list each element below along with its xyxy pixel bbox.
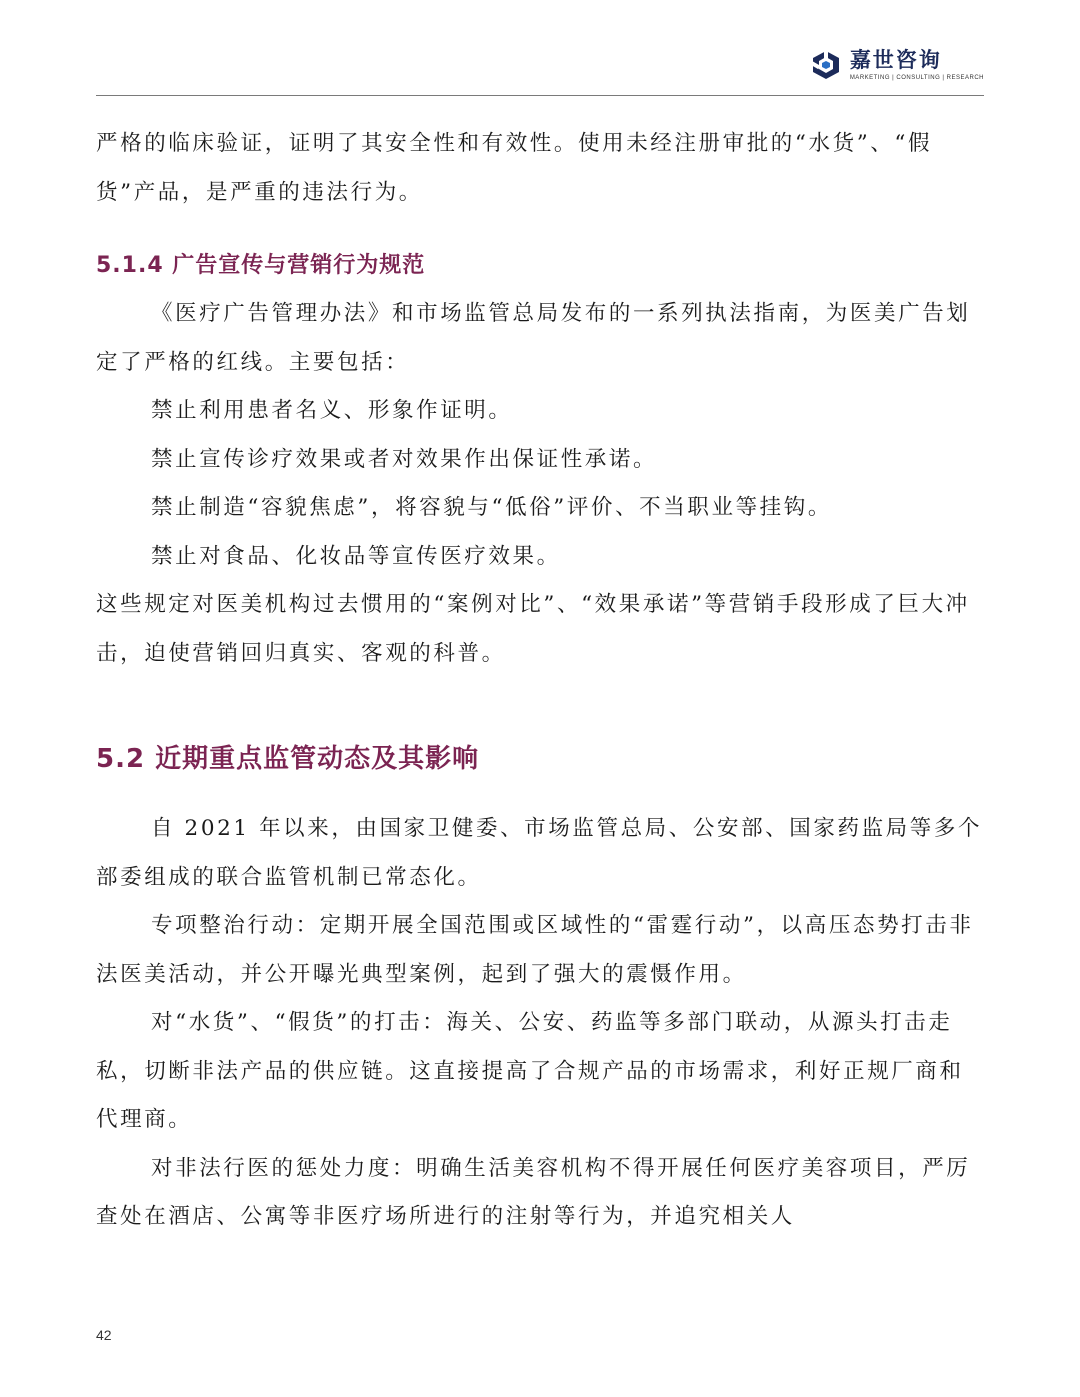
paragraph-7: 对非法行医的惩处力度：明确生活美容机构不得开展任何医疗美容项目，严厉查处在酒店、公寓等非医疗场所进行的注射等行为，并追究相关人: [96, 1155, 971, 1229]
list-item: 禁止对食品、化妆品等宣传医疗效果。: [151, 543, 561, 569]
list-item: 禁止宣传诊疗效果或者对效果作出保证性承诺。: [151, 446, 658, 472]
section-heading-5-1-4: 5.1.4 广告宣传与营销行为规范: [96, 253, 426, 278]
paragraph-1: 严格的临床验证，证明了其安全性和有效性。使用未经注册审批的“水货”、“假货”产品，是严重的违法行为。: [96, 131, 933, 205]
header-divider: [96, 95, 984, 96]
section-heading-5-2: 5.2 近期重点监管动态及其影响: [96, 744, 480, 774]
logo-name: 嘉世咨询: [849, 48, 942, 72]
paragraph-5: 专项整治行动：定期开展全国范围或区域性的“雷霆行动”，以高压态势打击非法医美活动，并公开曝光典型案例，起到了强大的震慑作用。: [96, 913, 974, 987]
jiashi-logo-icon: [810, 49, 842, 81]
company-logo: [810, 48, 984, 82]
logo-tagline: MARKETING | CONSULTING | RESEARCH: [849, 75, 984, 81]
paragraph-4: 自 2021 年以来，由国家卫健委、市场监管总局、公安部、国家药监局等多个部委组成的联合监管机制已常态化。: [96, 816, 983, 890]
paragraph-3: 这些规定对医美机构过去惯用的“案例对比”、“效果承诺”等营销手段形成了巨大冲击，迫使营销回归真实、客观的科普。: [96, 592, 970, 666]
paragraph-6: 对“水货”、“假货”的打击：海关、公安、药监等多部门联动，从源头打击走私，切断非法产品的供应链。这直接提高了合规产品的市场需求，利好正规厂商和代理商。: [96, 1010, 964, 1132]
paragraph-2: 《医疗广告管理办法》和市场监管总局发布的一系列执法指南，为医美广告划定了严格的红线。主要包括：: [96, 301, 971, 375]
page-number: 42: [96, 1327, 112, 1343]
list-item: 禁止制造“容貌焦虑”，将容貌与“低俗”评价、不当职业等挂钩。: [151, 495, 832, 520]
page-content: [96, 120, 984, 1242]
page-header: [96, 40, 984, 96]
list-item: 禁止利用患者名义、形象作证明。: [151, 398, 513, 423]
